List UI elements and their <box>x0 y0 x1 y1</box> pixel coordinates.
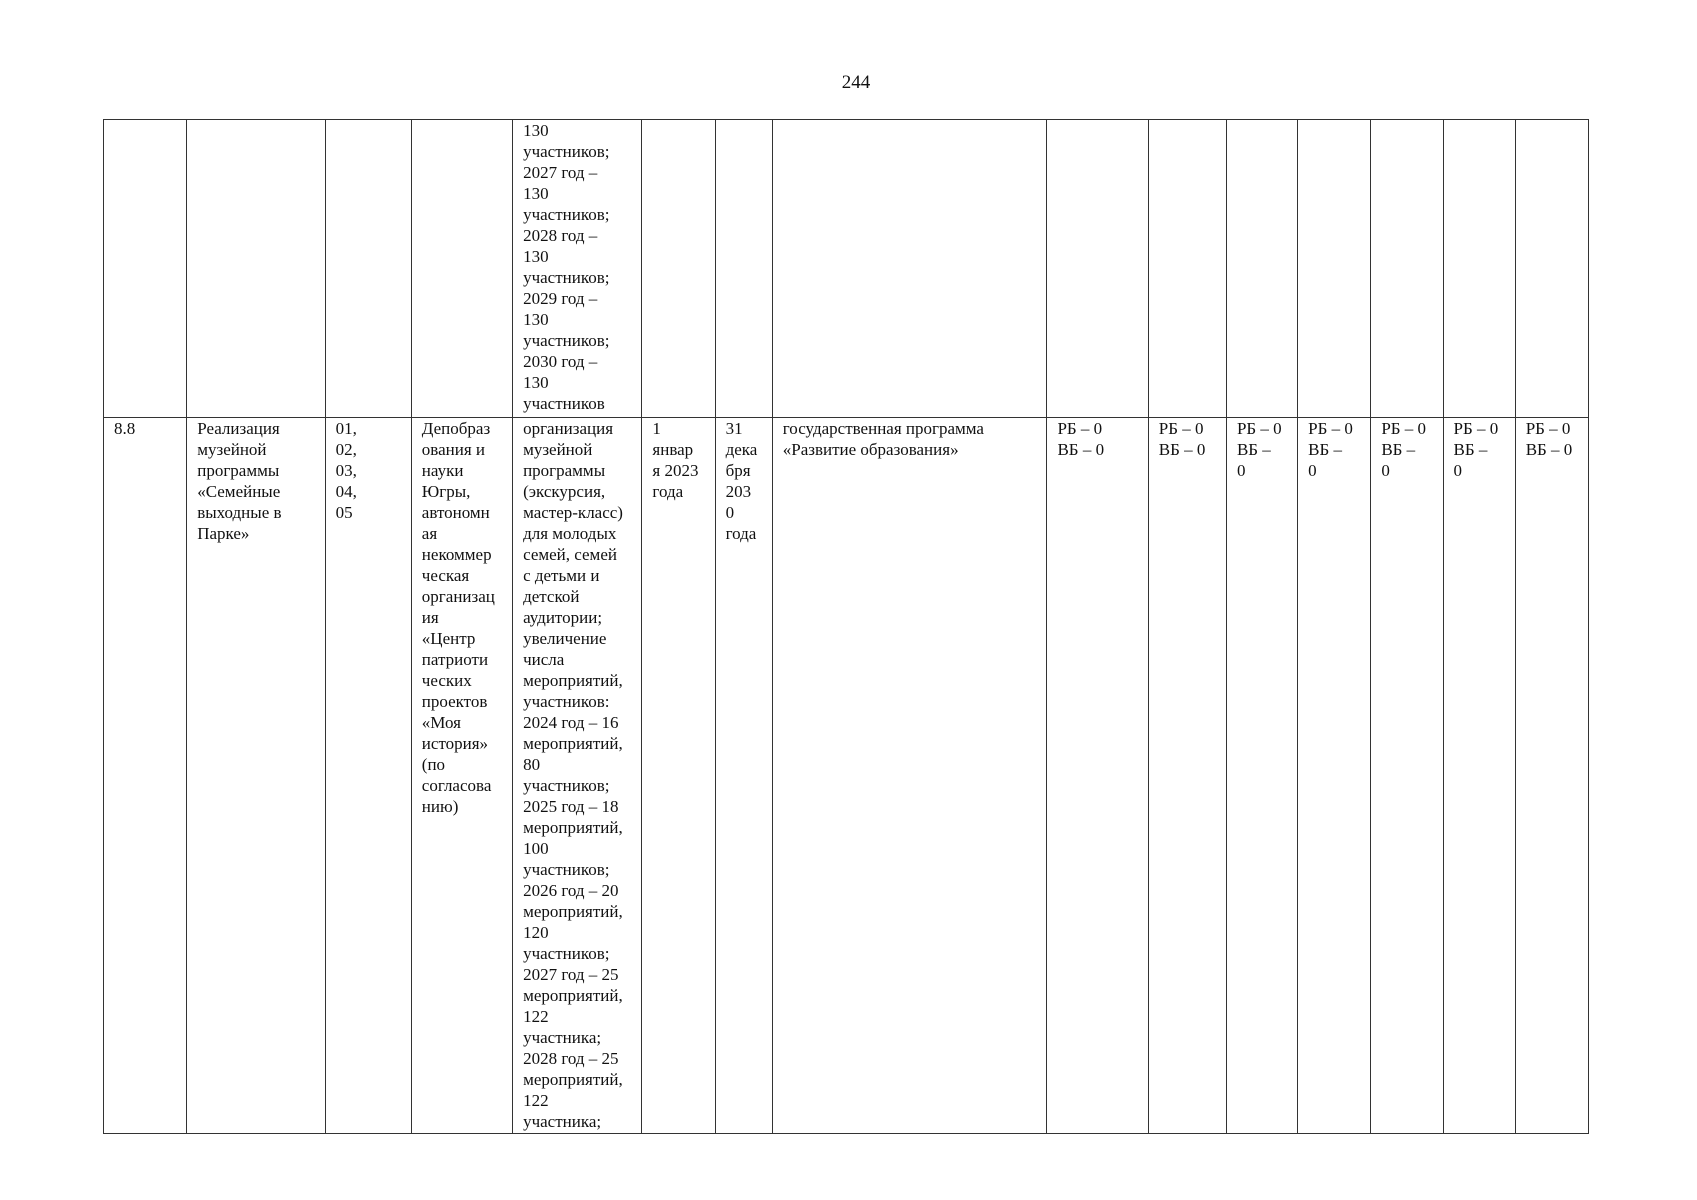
funding-cell <box>1047 120 1148 418</box>
funding-cell <box>1148 120 1226 418</box>
funding-cell: РБ – 0 ВБ – 0 <box>1371 418 1443 1134</box>
measure-name-cell: Реализация музейной программы «Семейные выходные в Парке» <box>187 418 325 1134</box>
end-date-cell <box>715 120 772 418</box>
table-row <box>104 120 1589 418</box>
funding-cell: РБ – 0 ВБ – 0 <box>1047 418 1148 1134</box>
funding-cell <box>1298 120 1371 418</box>
funding-cell <box>1443 120 1515 418</box>
funding-cell <box>1371 120 1443 418</box>
funding-cell: РБ – 0 ВБ – 0 <box>1148 418 1226 1134</box>
task-codes-cell: 01, 02, 03, 04, 05 <box>325 418 411 1134</box>
funding-cell: РБ – 0 ВБ – 0 <box>1515 418 1588 1134</box>
funding-cell: РБ – 0 ВБ – 0 <box>1298 418 1371 1134</box>
measures-table <box>103 119 1589 1134</box>
program-cell <box>772 120 1047 418</box>
results-cell: организация музейной программы (экскурсия, мастер-класс) для молодых семей, семей с детьми и детской аудитории; увеличение числа мероприятий, участников: 2024 год – 16 мероприятий, 80 участников; 2025 год – 18 мероприятий, 100 участников; 2026 год – 20 мероприятий, 120 участников; 2027 год – 25 мероприятий, 122 участника; 2028 год – 25 мероприятий, 122 участника; <box>513 418 642 1134</box>
executor-cell <box>411 120 512 418</box>
table-row <box>104 418 1589 1134</box>
program-cell: государственная программа «Развитие образования» <box>772 418 1047 1134</box>
end-date-cell: 31 дека бря 203 0 года <box>715 418 772 1134</box>
measure-number-cell <box>104 120 187 418</box>
funding-cell: РБ – 0 ВБ – 0 <box>1226 418 1297 1134</box>
results-cell: 130 участников; 2027 год – 130 участников; 2028 год – 130 участников; 2029 год – 130 участников; 2030 год – 130 участников <box>513 120 642 418</box>
measure-name-cell <box>187 120 325 418</box>
executor-cell: Депобраз ования и науки Югры, автономн ая некоммер ческая организац ия «Центр патриоти ческих проектов «Моя история» (по согласова нию) <box>411 418 512 1134</box>
page-number: 244 <box>841 72 871 93</box>
start-date-cell: 1 январ я 2023 года <box>642 418 715 1134</box>
task-codes-cell <box>325 120 411 418</box>
start-date-cell <box>642 120 715 418</box>
funding-cell <box>1226 120 1297 418</box>
funding-cell <box>1515 120 1588 418</box>
measure-number-cell: 8.8 <box>104 418 187 1134</box>
funding-cell: РБ – 0 ВБ – 0 <box>1443 418 1515 1134</box>
